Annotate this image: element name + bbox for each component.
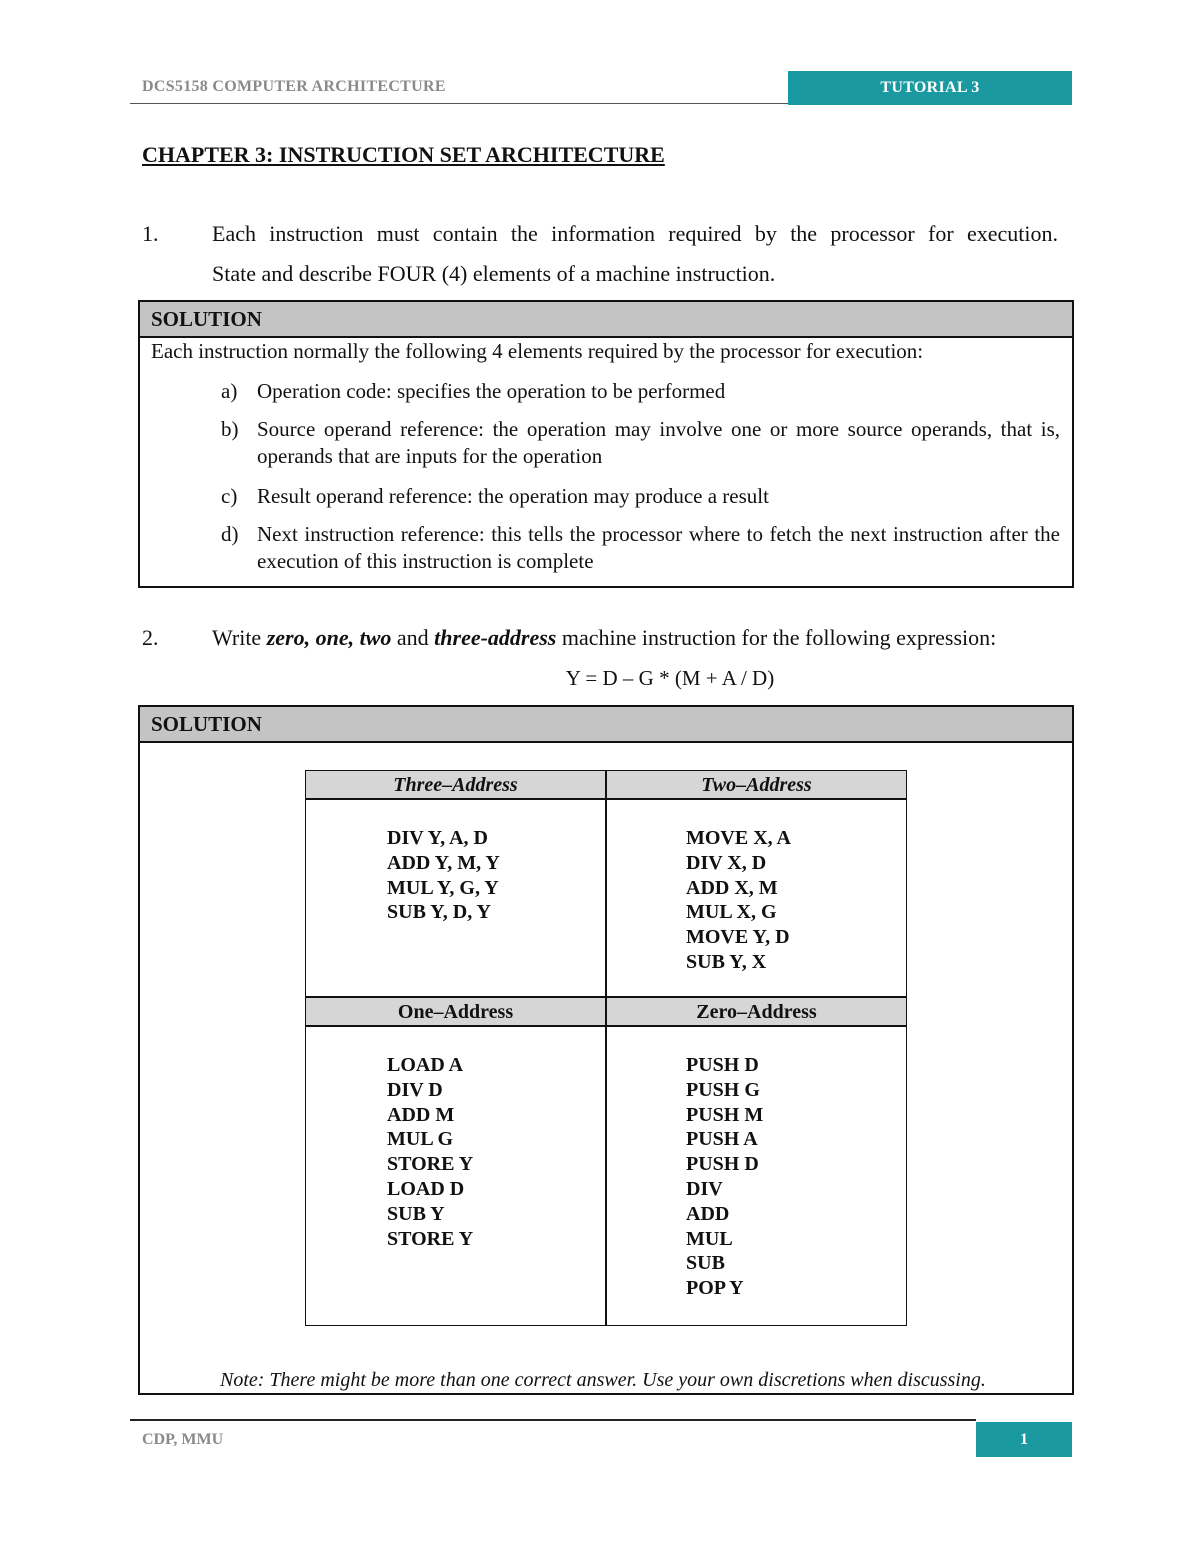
q2-kinds: zero, one, two bbox=[266, 625, 392, 650]
two-address-code: MOVE X, A DIV X, D ADD X, M MUL X, G MOVE Y, D SUB Y, X bbox=[686, 827, 791, 973]
solution-note: Note: There might be more than one correct answer. Use your own discretions when discussing. bbox=[220, 1369, 986, 1391]
q2-write: Write bbox=[212, 625, 262, 650]
course-title: DCS5158 COMPUTER ARCHITECTURE bbox=[142, 78, 446, 95]
item-label: d) bbox=[221, 522, 239, 546]
header-separator bbox=[306, 1025, 906, 1027]
question-1-text-line1: Each instruction must contain the information required by the processor for execution. bbox=[212, 221, 1058, 246]
q2-and: and bbox=[396, 625, 429, 650]
item-label: b) bbox=[221, 417, 239, 441]
header-separator bbox=[306, 798, 906, 800]
item-label: a) bbox=[221, 379, 238, 403]
solution-1-item bbox=[221, 483, 1061, 510]
footer-rule bbox=[130, 1419, 976, 1421]
question-2-number: 2. bbox=[142, 625, 159, 650]
question-1-number: 1. bbox=[142, 221, 159, 246]
question-1-text-line2: State and describe FOUR (4) elements of a machine instruction. bbox=[212, 261, 776, 286]
three-address-header: Three–Address bbox=[306, 771, 605, 799]
question-2-text bbox=[212, 625, 996, 651]
footer-author: CDP, MMU bbox=[142, 1431, 224, 1448]
one-address-code: LOAD A DIV D ADD M MUL G STORE Y LOAD D SUB Y STORE Y bbox=[387, 1054, 474, 1250]
three-address-header-cell bbox=[306, 771, 605, 799]
header-rule bbox=[130, 103, 788, 104]
two-address-header: Two–Address bbox=[607, 771, 906, 799]
solution-1-item bbox=[221, 521, 1061, 575]
chapter-title: CHAPTER 3: INSTRUCTION SET ARCHITECTURE bbox=[142, 142, 665, 167]
one-address-header: One–Address bbox=[306, 998, 605, 1026]
solution-1-intro: Each instruction normally the following 4 elements required by the processor for execution: bbox=[151, 339, 924, 363]
q2-rest: machine instruction for the following expression: bbox=[561, 625, 997, 650]
zero-address-header-cell bbox=[607, 998, 906, 1026]
q2-three: three-address bbox=[434, 625, 557, 650]
one-address-header-cell bbox=[306, 998, 605, 1026]
zero-address-code: PUSH D PUSH G PUSH M PUSH A PUSH D DIV ADD MUL SUB POP Y bbox=[686, 1054, 764, 1300]
solution-1-item bbox=[221, 416, 1061, 470]
three-address-code: DIV Y, A, D ADD Y, M, Y MUL Y, G, Y SUB Y, D, Y bbox=[387, 827, 500, 924]
zero-address-header: Zero–Address bbox=[607, 998, 906, 1026]
two-address-header-cell bbox=[607, 771, 906, 799]
solution-2-header: SOLUTION bbox=[140, 707, 1072, 743]
item-label: c) bbox=[221, 484, 238, 508]
item-text: Source operand reference: the operation may involve one or more source operands, that is, operands that are inputs for the operation bbox=[257, 417, 1060, 468]
item-text: Operation code: specifies the operation to be performed bbox=[257, 379, 726, 403]
expression-formula: Y = D – G * (M + A / D) bbox=[565, 666, 775, 690]
page-number: 1 bbox=[976, 1422, 1072, 1457]
table-divider bbox=[605, 770, 607, 1326]
tutorial-badge: TUTORIAL 3 bbox=[788, 71, 1072, 105]
item-text: Next instruction reference: this tells the processor where to fetch the next instruction after the execution of this instruction is complete bbox=[257, 522, 1060, 573]
solution-1-item bbox=[221, 378, 1061, 405]
solution-1-header: SOLUTION bbox=[140, 302, 1072, 338]
item-text: Result operand reference: the operation may produce a result bbox=[257, 484, 769, 508]
